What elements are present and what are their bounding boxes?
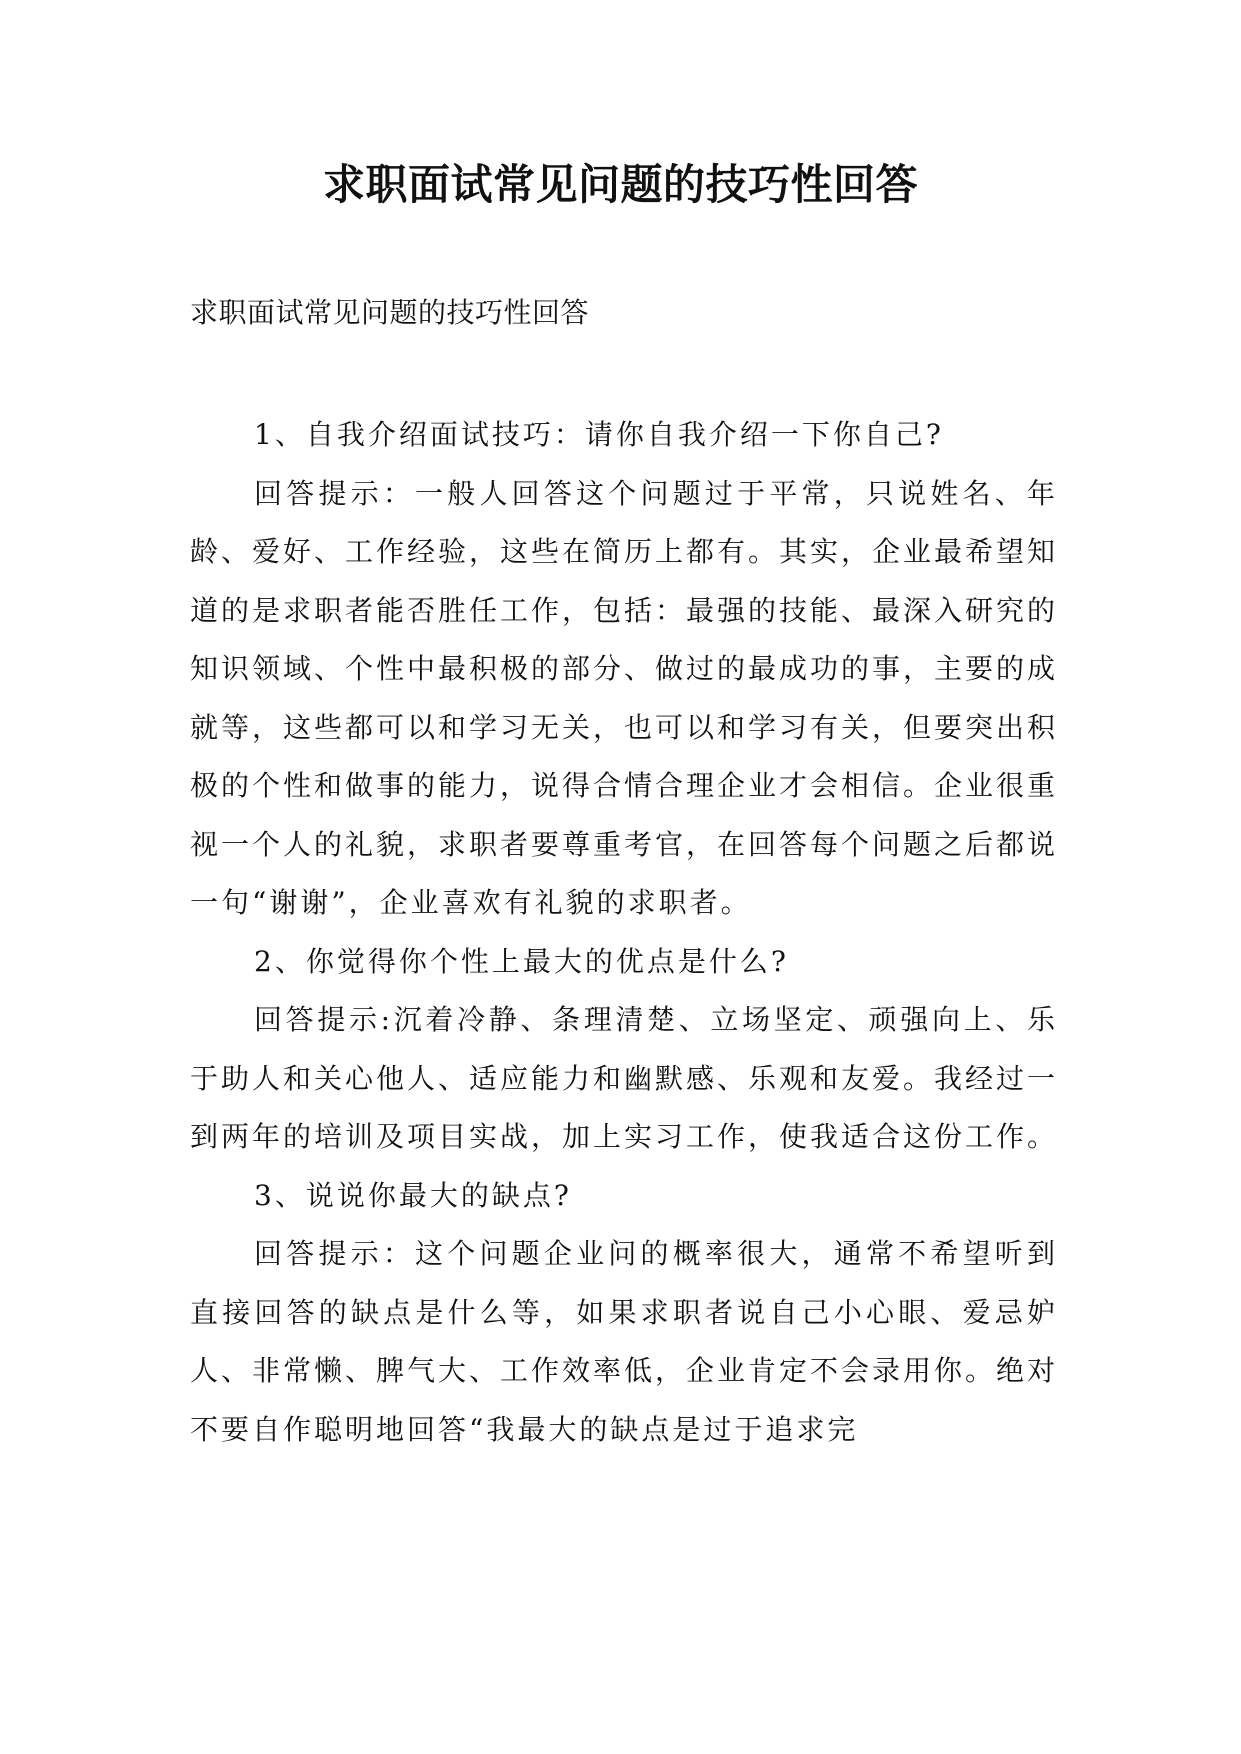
question-1: 1、自我介绍面试技巧：请你自我介绍一下你自己? — [254, 418, 944, 451]
document-title: 求职面试常见问题的技巧性回答 — [322, 160, 918, 209]
answer-1: 回答提示：一般人回答这个问题过于平常，只说姓名、年龄、爱好、工作经验，这些在简历上都有。其实，企业最希望知道的是求职者能否胜任工作，包括：最强的技能、最深入研究的知识领域、个性中最积极的部分、做过的最成功的事，主要的成就等，这些都可以和学习无关，也可以和学习有关，但要突出积极的个性和做事的能力，说得合情合理企业才会相信。企业很重视一个人的礼貌，求职者要尊重考官，在回答每个问题之后都说一句“谢谢”，企业喜欢有礼貌的求职者。 — [190, 476, 1059, 919]
document-body — [190, 406, 1058, 1459]
answer-3: 回答提示：这个问题企业问的概率很大，通常不希望听到直接回答的缺点是什么等，如果求职者说自己小心眼、爱忌妒人、非常懒、脾气大、工作效率低，企业肯定不会录用你。绝对不要自作聪明地回答“我最大的缺点是过于追求完 — [190, 1237, 1059, 1446]
question-2: 2、你觉得你个性上最大的优点是什么? — [254, 944, 789, 978]
answer-2: 回答提示:沉着冷静、条理清楚、立场坚定、顽强向上、乐于助人和关心他人、适应能力和幽默感、乐观和友爱。我经过一到两年的培训及项目实战，加上实习工作，使我适合这份工作。 — [190, 1003, 1059, 1153]
question-3: 3、说说你最大的缺点? — [254, 1178, 572, 1212]
document-subtitle: 求职面试常见问题的技巧性回答 — [190, 296, 590, 329]
